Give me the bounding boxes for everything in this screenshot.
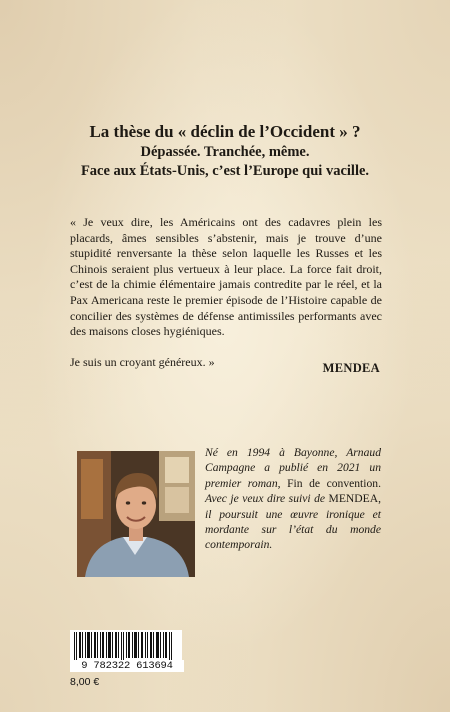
bio-book-title: MENDEA, <box>325 492 381 506</box>
author-portrait-illustration <box>77 451 195 577</box>
bio-conclusion: il poursuit une œuvre ironique et mordante sur l’état du monde contemporain. <box>205 507 381 552</box>
headline-answer: Dépassée. Tranchée, même. <box>140 144 310 160</box>
barcode-icon <box>70 630 182 660</box>
author-biography <box>205 445 381 553</box>
book-excerpt <box>70 215 382 370</box>
headline-claim: Face aux États-Unis, c’est l’Europe qui vacille. <box>80 163 370 179</box>
isbn-barcode <box>70 630 182 660</box>
back-cover-headline <box>0 121 450 181</box>
excerpt-signature: MENDEA <box>322 361 380 375</box>
bio-continuation: Avec je veux dire suivi de <box>205 492 326 506</box>
bio-intro: Né en 1994 à Bayonne, Arnaud Campagne a publié en 2021 un premier roman, <box>205 446 381 490</box>
bio-first-novel-title: Fin de convention. <box>280 476 381 490</box>
excerpt-paragraph: « Je veux dire, les Américains ont des cadavres plein les placards, âmes sensibles s’abstenir, mais je trouve d’une stupidité renversante la thèse selon laquelle les Russes et les Chinois seraient plus vertueux à leur place. La force fait droit, c’est de la chimie élémentaire jamais contredite par le réel, et la Pax Americana reste le premier épisode de l’Histoire capable de concilier des systèmes de défense antimissiles performants avec des maisons closes hygiéniques. <box>70 215 382 339</box>
author-photo <box>77 451 195 577</box>
excerpt-closing-line: Je suis un croyant généreux. » <box>70 354 215 369</box>
headline-question: La thèse du « déclin de l’Occident » ? <box>89 122 361 141</box>
isbn-number: 9 782322 613694 <box>70 660 184 672</box>
price-label: 8,00 € <box>70 676 100 688</box>
